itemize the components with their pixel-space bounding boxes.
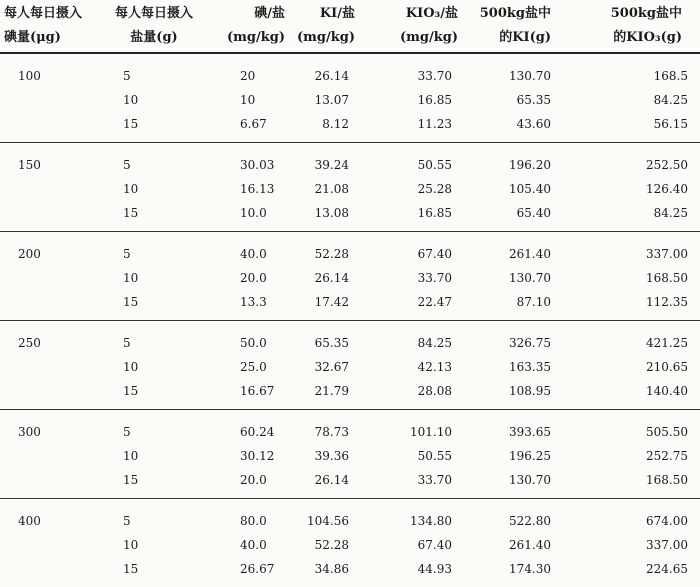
- ki-in-500kg-cell: 163.35: [509, 360, 551, 374]
- ki-in-500kg-cell: 87.10: [470, 290, 565, 321]
- table-row: [0, 53, 700, 88]
- kio3-in-500kg-cell: 337.00: [646, 538, 688, 552]
- iodine-per-salt-cell: 6.67: [213, 112, 291, 143]
- ki-per-salt-cell: 8.12: [291, 112, 371, 143]
- iodine-per-salt-cell: 26.67: [240, 562, 275, 576]
- kio3-in-500kg-cell: 252.75: [646, 449, 688, 463]
- ki-in-500kg-cell: 65.35: [516, 93, 551, 107]
- ki-in-500kg-cell: 65.40: [470, 201, 565, 232]
- header-line: 碘/盐: [254, 6, 285, 21]
- iodine-intake-cell: 150: [18, 158, 41, 172]
- header-line: (mg/kg): [227, 30, 285, 45]
- kio3-per-salt-cell: 101.10: [410, 425, 452, 439]
- iodine-intake-cell: [0, 379, 95, 410]
- table-body: [0, 53, 700, 587]
- header-line: 的KI(g): [499, 30, 551, 45]
- header-line: 的KIO₃(g): [613, 30, 682, 45]
- iodine-per-salt-cell: 25.0: [240, 360, 267, 374]
- ki-per-salt-cell: 39.36: [314, 449, 349, 463]
- iodine-intake-cell: [0, 468, 95, 499]
- table-row: [0, 177, 700, 201]
- header-ki-in-500kg: [470, 0, 565, 53]
- ki-in-500kg-cell: 108.95: [470, 379, 565, 410]
- header-line: (mg/kg): [297, 30, 355, 45]
- table-row: [0, 410, 700, 445]
- iodine-per-salt-cell: 16.13: [240, 182, 275, 196]
- kio3-in-500kg-cell: 168.50: [565, 468, 700, 499]
- salt-intake-cell: 15: [95, 379, 213, 410]
- kio3-per-salt-cell: 16.85: [371, 201, 470, 232]
- table-row: [0, 266, 700, 290]
- iodine-intake-cell: [0, 355, 95, 379]
- table-row: [0, 290, 700, 321]
- kio3-per-salt-cell: 67.40: [417, 538, 452, 552]
- ki-in-500kg-cell: 261.40: [509, 538, 551, 552]
- iodine-per-salt-cell: 10.0: [213, 201, 291, 232]
- iodine-intake-cell: [0, 266, 95, 290]
- kio3-in-500kg-cell: 210.65: [646, 360, 688, 374]
- iodine-per-salt-cell: 20.0: [240, 271, 267, 285]
- iodine-intake-cell: [0, 201, 95, 232]
- salt-intake-cell: 10: [123, 182, 139, 196]
- table-row: [0, 533, 700, 557]
- iodine-intake-cell: 200: [18, 247, 41, 261]
- header-line: KIO₃/盐: [405, 6, 458, 21]
- header-line: 500kg盐中: [479, 6, 551, 21]
- kio3-per-salt-cell: 50.55: [417, 158, 452, 172]
- header-iodine-intake: [0, 0, 95, 53]
- kio3-per-salt-cell: 134.80: [410, 514, 452, 528]
- kio3-in-500kg-cell: 505.50: [646, 425, 688, 439]
- header-salt-intake: [95, 0, 213, 53]
- salt-intake-cell: 5: [123, 514, 131, 528]
- kio3-in-500kg-cell: 337.00: [646, 247, 688, 261]
- header-kio3-in-500kg: [565, 0, 700, 53]
- kio3-in-500kg-cell: 84.25: [565, 201, 700, 232]
- header-iodine-per-salt: [213, 0, 291, 53]
- kio3-in-500kg-cell: 168.50: [646, 271, 688, 285]
- ki-per-salt-cell: 52.28: [314, 247, 349, 261]
- iodine-per-salt-cell: 30.03: [240, 158, 275, 172]
- kio3-per-salt-cell: 22.47: [371, 290, 470, 321]
- iodine-per-salt-cell: 13.3: [213, 290, 291, 321]
- ki-per-salt-cell: 104.56: [307, 514, 349, 528]
- kio3-in-500kg-cell: 126.40: [646, 182, 688, 196]
- table-row: [0, 499, 700, 534]
- kio3-in-500kg-cell: 224.65: [646, 562, 688, 576]
- kio3-per-salt-cell: 33.70: [417, 271, 452, 285]
- ki-per-salt-cell: 65.35: [314, 336, 349, 350]
- iodine-per-salt-cell: 10: [240, 93, 256, 107]
- kio3-per-salt-cell: 67.40: [417, 247, 452, 261]
- ki-per-salt-cell: 34.86: [314, 562, 349, 576]
- kio3-per-salt-cell: 50.55: [417, 449, 452, 463]
- kio3-per-salt-cell: 33.70: [417, 69, 452, 83]
- iodine-intake-cell: [0, 533, 95, 557]
- iodine-per-salt-cell: 50.0: [240, 336, 267, 350]
- table-row: [0, 557, 700, 587]
- ki-in-500kg-cell: 196.25: [509, 449, 551, 463]
- iodine-intake-cell: 300: [18, 425, 41, 439]
- kio3-in-500kg-cell: 140.40: [565, 379, 700, 410]
- table-row: [0, 321, 700, 356]
- salt-intake-cell: 15: [95, 201, 213, 232]
- ki-per-salt-cell: 26.14: [314, 69, 349, 83]
- iodine-intake-cell: [0, 112, 95, 143]
- ki-in-500kg-cell: 130.70: [509, 271, 551, 285]
- iodine-intake-cell: 100: [18, 69, 41, 83]
- salt-intake-cell: 5: [123, 425, 131, 439]
- table-row: [0, 232, 700, 267]
- header-line: 每人每日摄入: [114, 6, 193, 21]
- salt-intake-cell: 10: [123, 360, 139, 374]
- kio3-per-salt-cell: 44.93: [417, 562, 452, 576]
- ki-in-500kg-cell: 130.70: [470, 468, 565, 499]
- iodine-per-salt-cell: 20: [240, 69, 256, 83]
- iodine-intake-cell: 250: [18, 336, 41, 350]
- header-kio3-per-salt: [371, 0, 470, 53]
- salt-intake-cell: 5: [123, 158, 131, 172]
- header-line: (mg/kg): [400, 30, 458, 45]
- ki-per-salt-cell: 13.08: [291, 201, 371, 232]
- table-row: [0, 468, 700, 499]
- ki-per-salt-cell: 13.07: [314, 93, 349, 107]
- kio3-in-500kg-cell: 168.5: [653, 69, 688, 83]
- salt-intake-cell: 5: [123, 69, 131, 83]
- table-row: [0, 88, 700, 112]
- iodine-intake-cell: [0, 444, 95, 468]
- iodine-per-salt-cell: 40.0: [240, 247, 267, 261]
- header-line: 碘量(μg): [4, 30, 61, 45]
- salt-intake-cell: 10: [123, 93, 139, 107]
- ki-per-salt-cell: 52.28: [314, 538, 349, 552]
- kio3-per-salt-cell: 42.13: [417, 360, 452, 374]
- ki-per-salt-cell: 21.08: [314, 182, 349, 196]
- salt-intake-cell: 15: [95, 468, 213, 499]
- iodine-intake-cell: [0, 557, 95, 587]
- ki-in-500kg-cell: 43.60: [470, 112, 565, 143]
- salt-intake-cell: 5: [123, 336, 131, 350]
- ki-in-500kg-cell: 393.65: [509, 425, 551, 439]
- iodine-per-salt-cell: 80.0: [240, 514, 267, 528]
- iodine-per-salt-cell: 16.67: [213, 379, 291, 410]
- iodine-intake-cell: [0, 88, 95, 112]
- table-row: [0, 444, 700, 468]
- ki-in-500kg-cell: 261.40: [509, 247, 551, 261]
- ki-in-500kg-cell: 196.20: [509, 158, 551, 172]
- iodine-per-salt-cell: 60.24: [240, 425, 275, 439]
- salt-intake-cell: 10: [123, 271, 139, 285]
- ki-per-salt-cell: 21.79: [291, 379, 371, 410]
- ki-per-salt-cell: 26.14: [291, 468, 371, 499]
- table-row: [0, 379, 700, 410]
- salt-intake-cell: 15: [95, 112, 213, 143]
- ki-per-salt-cell: 78.73: [314, 425, 349, 439]
- kio3-per-salt-cell: 84.25: [417, 336, 452, 350]
- table-header: [0, 0, 700, 53]
- salt-intake-cell: 15: [123, 562, 139, 576]
- kio3-in-500kg-cell: 252.50: [646, 158, 688, 172]
- salt-intake-cell: 10: [123, 449, 139, 463]
- iodine-per-salt-cell: 20.0: [213, 468, 291, 499]
- ki-in-500kg-cell: 130.70: [509, 69, 551, 83]
- ki-in-500kg-cell: 105.40: [509, 182, 551, 196]
- kio3-in-500kg-cell: 674.00: [646, 514, 688, 528]
- kio3-in-500kg-cell: 84.25: [653, 93, 688, 107]
- kio3-in-500kg-cell: 112.35: [565, 290, 700, 321]
- ki-per-salt-cell: 39.24: [314, 158, 349, 172]
- header-line: 每人每日摄入: [4, 6, 83, 21]
- header-line: KI/盐: [319, 6, 355, 21]
- table-row: [0, 112, 700, 143]
- ki-in-500kg-cell: 522.80: [509, 514, 551, 528]
- header-ki-per-salt: [291, 0, 371, 53]
- kio3-per-salt-cell: 11.23: [371, 112, 470, 143]
- iodine-intake-cell: [0, 177, 95, 201]
- iodine-intake-cell: 400: [18, 514, 41, 528]
- iodine-per-salt-cell: 40.0: [240, 538, 267, 552]
- ki-per-salt-cell: 32.67: [314, 360, 349, 374]
- kio3-per-salt-cell: 33.70: [371, 468, 470, 499]
- header-row: [0, 0, 700, 53]
- table-row: [0, 201, 700, 232]
- header-line: 盐量(g): [130, 30, 178, 45]
- salt-intake-cell: 10: [123, 538, 139, 552]
- table-row: [0, 143, 700, 178]
- ki-per-salt-cell: 17.42: [291, 290, 371, 321]
- ki-in-500kg-cell: 174.30: [509, 562, 551, 576]
- iodine-intake-cell: [0, 290, 95, 321]
- kio3-per-salt-cell: 25.28: [417, 182, 452, 196]
- salt-intake-cell: 15: [95, 290, 213, 321]
- table-row: [0, 355, 700, 379]
- ki-per-salt-cell: 26.14: [314, 271, 349, 285]
- header-line: 500kg盐中: [610, 6, 682, 21]
- kio3-per-salt-cell: 28.08: [371, 379, 470, 410]
- salt-intake-cell: 5: [123, 247, 131, 261]
- kio3-per-salt-cell: 16.85: [417, 93, 452, 107]
- iodine-per-salt-cell: 30.12: [240, 449, 275, 463]
- ki-in-500kg-cell: 326.75: [509, 336, 551, 350]
- kio3-in-500kg-cell: 421.25: [646, 336, 688, 350]
- kio3-in-500kg-cell: 56.15: [565, 112, 700, 143]
